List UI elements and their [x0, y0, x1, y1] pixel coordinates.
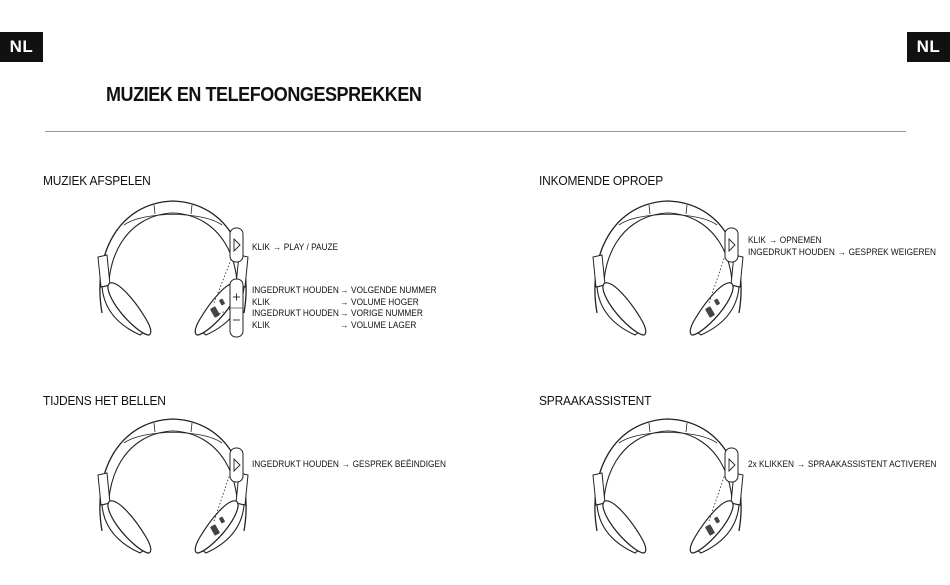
music-row-result: → VOLGENDE NUMMER [340, 285, 437, 295]
during-call-instruction: INGEDRUKT HOUDEN → GESPREK BEËINDIGEN [252, 459, 447, 469]
play-pause-button-icon [725, 448, 738, 482]
music-row-result: → VOLUME HOGER [340, 296, 419, 307]
music-row-result: → VOLUME LAGER [340, 320, 417, 331]
language-badge-left: NL [0, 32, 43, 62]
music-row-action: INGEDRUKT HOUDEN [252, 285, 339, 295]
title-divider [45, 131, 906, 132]
language-badge-right: NL [907, 32, 950, 62]
play-pause-button-icon [230, 228, 243, 262]
music-row-action: INGEDRUKT HOUDEN [252, 308, 339, 319]
section-heading-music: MUZIEK AFSPELEN [43, 173, 151, 188]
voice-assistant-instruction: 2x KLIKKEN → SPRAAKASSISTENT ACTIVEREN [748, 459, 937, 469]
headphones-figure-voice-assistant [583, 413, 748, 563]
section-heading-voice-assistant: SPRAAKASSISTENT [539, 393, 652, 408]
incoming-row-2: INGEDRUKT HOUDEN → GESPREK WEIGEREN [748, 247, 937, 257]
music-row-result: → VORIGE NUMMER [340, 308, 423, 319]
headphones-figure-music [88, 195, 253, 345]
music-row-action: KLIK [252, 320, 270, 331]
section-heading-incoming-call: INKOMENDE OPROEP [539, 173, 663, 188]
section-heading-during-call: TIJDENS HET BELLEN [43, 393, 166, 408]
incoming-row-1: KLIK → OPNEMEN [748, 235, 822, 245]
play-pause-button-icon [230, 448, 243, 482]
music-row-action: KLIK [252, 296, 270, 307]
headphones-figure-incoming-call [583, 195, 748, 345]
volume-rocker-icon [230, 279, 243, 337]
headphones-figure-during-call [88, 413, 253, 563]
music-play-instruction: KLIK → PLAY / PAUZE [252, 242, 339, 252]
page-title: MUZIEK EN TELEFOONGESPREKKEN [106, 84, 422, 106]
play-pause-button-icon [725, 228, 738, 262]
